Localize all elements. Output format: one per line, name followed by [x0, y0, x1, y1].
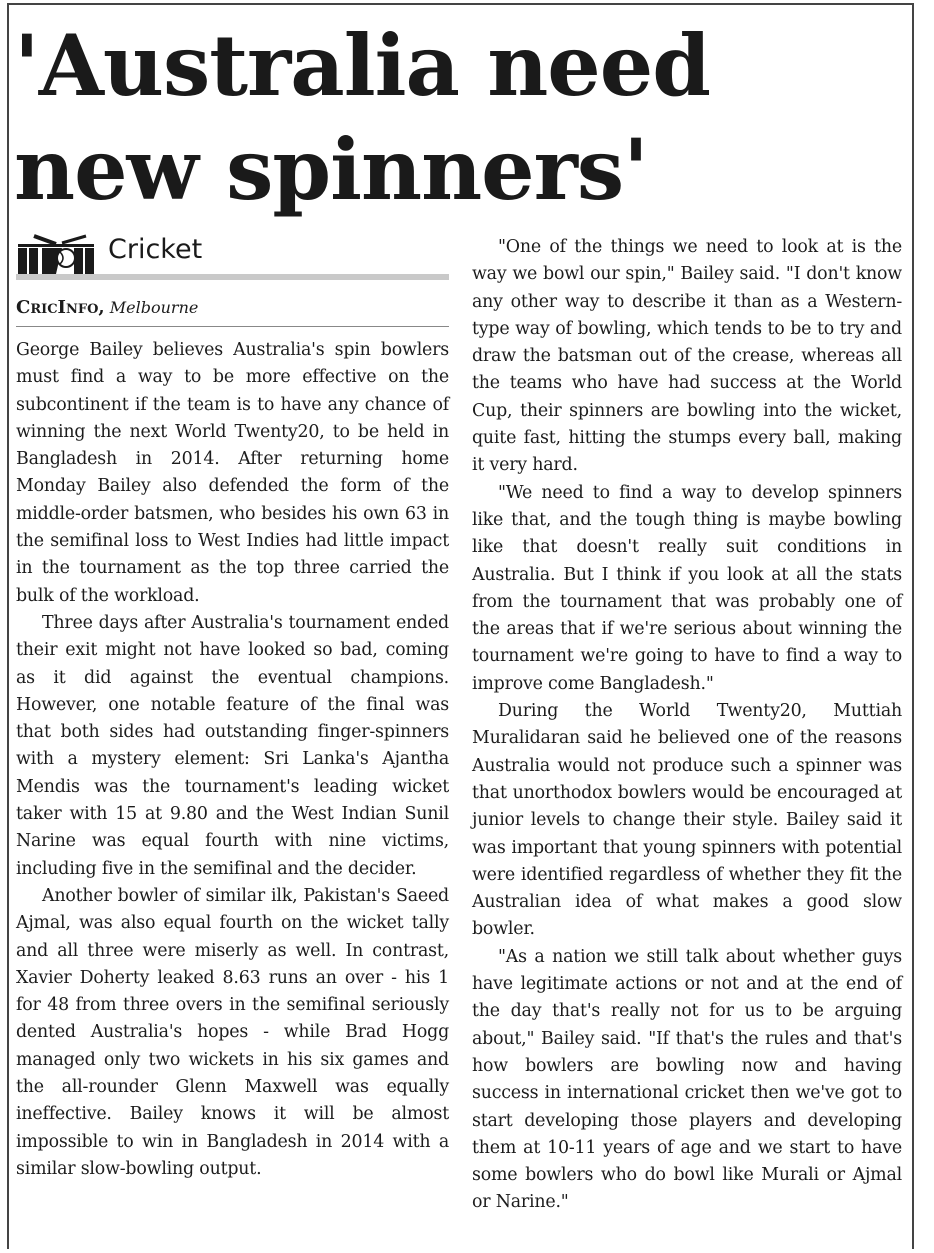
byline-divider: [16, 326, 449, 327]
body-paragraph: George Bailey believes Australia's spin bowlers must find a way to be more effective on the subcontinent if the team is to have any chance of winning the next World Twenty20, to be held in Bangladesh in 2014. After returning home Monday Bailey also defended the form of the middle-order batsmen, who besides his own 63 in the semifinal loss to West Indies had little impact in the tournament as the top three carried the bulk of the workload.: [16, 340, 449, 606]
byline-source: CricInfo,: [16, 297, 105, 318]
section-rule: [16, 274, 449, 280]
section-label: Cricket: [108, 234, 203, 265]
right-column: [472, 234, 902, 1217]
headline: 'Australia need new spinners': [14, 16, 710, 219]
body-paragraph: During the World Twenty20, Muttiah Muralidaran said he believed one of the reasons Australia would not produce such a spinner was that unorthodox bowlers would be encouraged at junior levels to change their style. Bailey said it was important that young spinners with potential were identified regardless of whether they fit the Australian idea of what makes a good slow bowler.: [472, 701, 902, 940]
byline-location: Melbourne: [109, 298, 199, 317]
body-paragraph: Another bowler of similar ilk, Pakistan's Saeed Ajmal, was also equal fourth on the wicket tally and all three were miserly as well. In contrast, Xavier Doherty leaked 8.63 runs an over - his 1 for 48 from three overs in the semifinal seriously dented Australia's hopes - while Brad Hogg managed only two wickets in his six games and the all-rounder Glenn Maxwell was equally ineffective. Bailey knows it will be almost impossible to win in Bangladesh in 2014 with a similar slow-bowling output.: [16, 885, 449, 1179]
byline: [16, 298, 449, 318]
cricket-bat-icon: [16, 234, 98, 274]
body-paragraph: "We need to find a way to develop spinners like that, and the tough thing is maybe bowling like that doesn't really suit conditions in Australia. But I think if you look at all the stats from the tournament that was probably one of the areas that if we're serious about winning the tournament we're going to have to find a way to improve come Bangladesh.": [472, 482, 902, 694]
left-column: [16, 232, 449, 1183]
body-paragraph: "As a nation we still talk about whether guys have legitimate actions or not and at the end of the day that's really not for us to be arguing about," Bailey said. "If that's the rules and that's how bowlers are bowling now and having success in international cricket then we've got to start developing those players and developing them at 10-11 years of age and we start to have some bowlers who do bowl like Murali or Ajmal or Narine.": [472, 946, 902, 1213]
body-paragraph: "One of the things we need to look at is the way we bowl our spin," Bailey said. "I don't know any other way to describe it than as a Western-type way of bowling, which tends to be to try and draw the batsman out of the crease, whereas all the teams who have had success at the World Cup, their spinners are bowling into the wicket, quite fast, hitting the stumps every ball, making it very hard.: [472, 237, 902, 476]
section-kicker: [16, 232, 449, 278]
body-paragraph: Three days after Australia's tournament ended their exit might not have looked so bad, coming as it did against the eventual champions. However, one notable feature of the final was that both sides had outstanding finger-spinners with a mystery element: Sri Lanka's Ajantha Mendis was the tournament's leading wicket taker with 15 at 9.80 and the West Indian Sunil Narine was equal fourth with nine victims, including five in the semifinal and the decider.: [16, 612, 449, 879]
